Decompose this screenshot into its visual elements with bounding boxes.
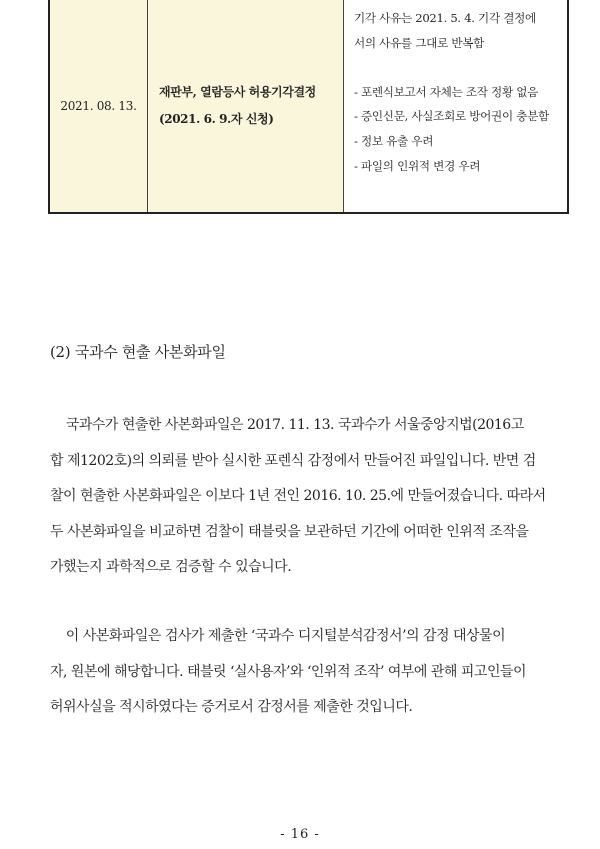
body-paragraph-1 (50, 408, 550, 586)
paragraph-line: 합 제1202호)의 의뢰를 받아 실시한 포렌식 감정에서 만들어진 파일입니다. 반면 검 (50, 452, 536, 469)
paragraph-line: 국과수가 현출한 사본화파일은 2017. 11. 13. 국과수가 서울중앙지법(2016고 (50, 417, 524, 433)
reason-item: - 증인신문, 사실조회로 방어권이 충분함 (354, 109, 549, 124)
reason-item: - 포렌식보고서 자체는 조작 정황 없음 (354, 84, 539, 99)
reason-line: 서의 사유를 그대로 반복함 (354, 35, 485, 50)
reason-item: - 정보 유출 우려 (354, 133, 434, 148)
ruling-table-row (48, 0, 569, 214)
section-heading: (2) 국과수 현출 사본화파일 (50, 343, 226, 361)
event-cell (148, 0, 344, 212)
paragraph-line: 두 사본화파일을 비교하면 검찰이 태블릿을 보관하던 기간에 어떠한 인위적 조작을 (50, 523, 529, 540)
paragraph-line: 자, 원본에 해당합니다. 태블릿 ‘실사용자’와 ‘인위적 조작’ 여부에 관해 피고인들이 (50, 663, 527, 680)
body-paragraph-2 (50, 619, 550, 726)
reason-cell (344, 0, 567, 212)
paragraph-line: 찰이 현출한 사본화파일은 이보다 1년 전인 2016. 10. 25.에 만들어졌습니다. 따라서 (50, 488, 546, 504)
page-number: - 16 - (280, 827, 320, 842)
ruling-date: 2021. 08. 13. (60, 99, 137, 113)
paragraph-line: 이 사본화파일은 검사가 제출한 ‘국과수 디지털분석감정서’의 감정 대상물이 (50, 628, 506, 644)
reason-item: - 파일의 인위적 변경 우려 (354, 158, 481, 173)
event-subtitle: (2021. 6. 9.자 신청) (159, 112, 274, 126)
date-cell (50, 0, 148, 212)
paragraph-line: 허위사실을 적시하였다는 증거로서 감정서를 제출한 것입니다. (50, 699, 413, 715)
paragraph-line: 가했는지 과학적으로 검증할 수 있습니다. (50, 559, 292, 575)
reason-line: 기각 사유는 2021. 5. 4. 기각 결정에 (354, 11, 536, 25)
event-title: 재판부, 열람등사 허용기각결정 (159, 85, 316, 99)
